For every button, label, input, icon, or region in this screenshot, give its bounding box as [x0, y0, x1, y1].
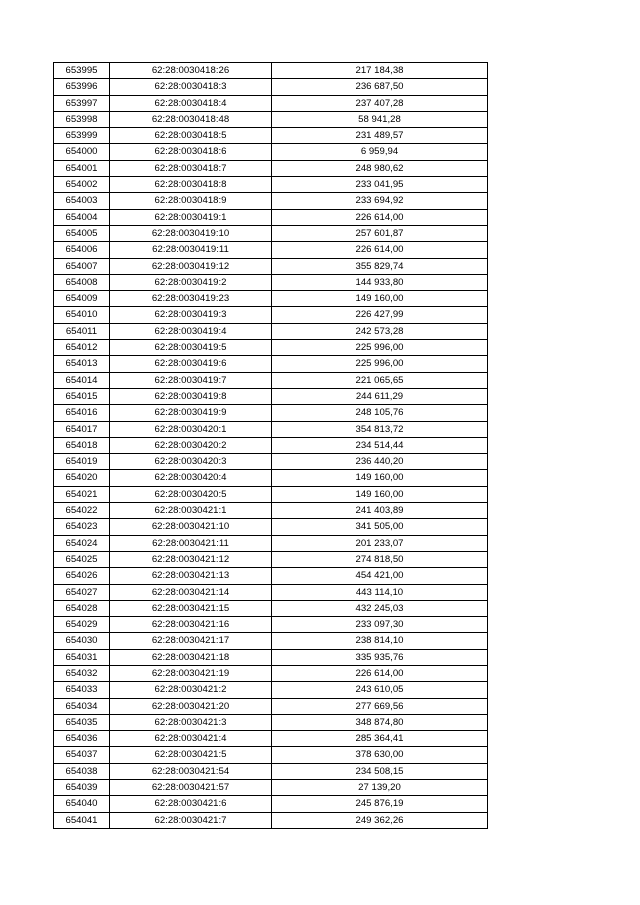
table-row — [54, 535, 488, 551]
value-cell: 6 959,94 — [272, 144, 488, 160]
cadastral-number-cell: 62:28:0030419:11 — [110, 242, 272, 258]
table-row — [54, 95, 488, 111]
table-row — [54, 682, 488, 698]
table-row — [54, 258, 488, 274]
value-cell: 234 514,44 — [272, 437, 488, 453]
value-cell: 225 996,00 — [272, 340, 488, 356]
value-cell: 149 160,00 — [272, 470, 488, 486]
value-cell: 149 160,00 — [272, 291, 488, 307]
table-row — [54, 209, 488, 225]
row-number-cell: 654039 — [54, 780, 110, 796]
table-row — [54, 584, 488, 600]
cadastral-number-cell: 62:28:0030418:9 — [110, 193, 272, 209]
value-cell: 274 818,50 — [272, 551, 488, 567]
cadastral-number-cell: 62:28:0030420:1 — [110, 421, 272, 437]
row-number-cell: 654000 — [54, 144, 110, 160]
cadastral-number-cell: 62:28:0030421:1 — [110, 503, 272, 519]
cadastral-number-cell: 62:28:0030421:12 — [110, 551, 272, 567]
row-number-cell: 654003 — [54, 193, 110, 209]
value-cell: 241 403,89 — [272, 503, 488, 519]
cadastral-number-cell: 62:28:0030418:48 — [110, 111, 272, 127]
value-cell: 226 614,00 — [272, 209, 488, 225]
row-number-cell: 653996 — [54, 79, 110, 95]
cadastral-number-cell: 62:28:0030418:8 — [110, 177, 272, 193]
table-row — [54, 812, 488, 828]
value-cell: 354 813,72 — [272, 421, 488, 437]
value-cell: 244 611,29 — [272, 388, 488, 404]
row-number-cell: 654021 — [54, 486, 110, 502]
value-cell: 27 139,20 — [272, 780, 488, 796]
table-row — [54, 503, 488, 519]
row-number-cell: 654009 — [54, 291, 110, 307]
table-row — [54, 274, 488, 290]
cadastral-number-cell: 62:28:0030420:4 — [110, 470, 272, 486]
cadastral-number-cell: 62:28:0030419:5 — [110, 340, 272, 356]
cadastral-number-cell: 62:28:0030419:1 — [110, 209, 272, 225]
cadastral-number-cell: 62:28:0030421:3 — [110, 714, 272, 730]
table-row — [54, 714, 488, 730]
row-number-cell: 654005 — [54, 225, 110, 241]
cadastral-number-cell: 62:28:0030419:8 — [110, 388, 272, 404]
table-row — [54, 111, 488, 127]
table-row — [54, 372, 488, 388]
value-cell: 243 610,05 — [272, 682, 488, 698]
row-number-cell: 654036 — [54, 731, 110, 747]
row-number-cell: 654027 — [54, 584, 110, 600]
value-cell: 242 573,28 — [272, 323, 488, 339]
cadastral-number-cell: 62:28:0030421:57 — [110, 780, 272, 796]
value-cell: 277 669,56 — [272, 698, 488, 714]
cadastral-number-cell: 62:28:0030419:3 — [110, 307, 272, 323]
row-number-cell: 654029 — [54, 617, 110, 633]
cadastral-number-cell: 62:28:0030419:6 — [110, 356, 272, 372]
cadastral-number-cell: 62:28:0030419:9 — [110, 405, 272, 421]
value-cell: 248 980,62 — [272, 160, 488, 176]
cadastral-number-cell: 62:28:0030421:18 — [110, 649, 272, 665]
cadastral-number-cell: 62:28:0030421:2 — [110, 682, 272, 698]
cadastral-number-cell: 62:28:0030420:3 — [110, 454, 272, 470]
value-cell: 285 364,41 — [272, 731, 488, 747]
cadastral-number-cell: 62:28:0030419:10 — [110, 225, 272, 241]
table-row — [54, 600, 488, 616]
cadastral-number-cell: 62:28:0030421:11 — [110, 535, 272, 551]
value-cell: 335 935,76 — [272, 649, 488, 665]
table-row — [54, 177, 488, 193]
table-row — [54, 307, 488, 323]
cadastral-number-cell: 62:28:0030421:54 — [110, 763, 272, 779]
row-number-cell: 654001 — [54, 160, 110, 176]
row-number-cell: 654020 — [54, 470, 110, 486]
table-row — [54, 617, 488, 633]
table-row — [54, 128, 488, 144]
value-cell: 237 407,28 — [272, 95, 488, 111]
value-cell: 201 233,07 — [272, 535, 488, 551]
value-cell: 249 362,26 — [272, 812, 488, 828]
table-row — [54, 225, 488, 241]
row-number-cell: 653997 — [54, 95, 110, 111]
row-number-cell: 654028 — [54, 600, 110, 616]
row-number-cell: 654026 — [54, 568, 110, 584]
value-cell: 58 941,28 — [272, 111, 488, 127]
cadastral-number-cell: 62:28:0030421:15 — [110, 600, 272, 616]
cadastral-number-cell: 62:28:0030421:13 — [110, 568, 272, 584]
cadastral-number-cell: 62:28:0030421:19 — [110, 665, 272, 681]
value-cell: 231 489,57 — [272, 128, 488, 144]
cadastral-number-cell: 62:28:0030418:5 — [110, 128, 272, 144]
row-number-cell: 654002 — [54, 177, 110, 193]
table-row — [54, 747, 488, 763]
row-number-cell: 654041 — [54, 812, 110, 828]
value-cell: 443 114,10 — [272, 584, 488, 600]
row-number-cell: 654024 — [54, 535, 110, 551]
table-row — [54, 731, 488, 747]
cadastral-number-cell: 62:28:0030421:7 — [110, 812, 272, 828]
value-cell: 233 097,30 — [272, 617, 488, 633]
cadastral-number-cell: 62:28:0030421:4 — [110, 731, 272, 747]
row-number-cell: 654022 — [54, 503, 110, 519]
table-row — [54, 486, 488, 502]
value-cell: 378 630,00 — [272, 747, 488, 763]
table-row — [54, 144, 488, 160]
cadastral-number-cell: 62:28:0030419:4 — [110, 323, 272, 339]
value-cell: 226 427,99 — [272, 307, 488, 323]
row-number-cell: 653998 — [54, 111, 110, 127]
cadastral-number-cell: 62:28:0030421:17 — [110, 633, 272, 649]
cadastral-number-cell: 62:28:0030418:6 — [110, 144, 272, 160]
table-row — [54, 421, 488, 437]
row-number-cell: 654017 — [54, 421, 110, 437]
value-cell: 236 687,50 — [272, 79, 488, 95]
cadastral-number-cell: 62:28:0030421:5 — [110, 747, 272, 763]
value-cell: 226 614,00 — [272, 665, 488, 681]
row-number-cell: 654030 — [54, 633, 110, 649]
value-cell: 245 876,19 — [272, 796, 488, 812]
table-body — [54, 63, 488, 829]
value-cell: 355 829,74 — [272, 258, 488, 274]
cadastral-number-cell: 62:28:0030419:2 — [110, 274, 272, 290]
row-number-cell: 654014 — [54, 372, 110, 388]
row-number-cell: 654025 — [54, 551, 110, 567]
table-row — [54, 665, 488, 681]
cadastral-number-cell: 62:28:0030418:26 — [110, 63, 272, 79]
table-row — [54, 437, 488, 453]
table-row — [54, 242, 488, 258]
table-row — [54, 63, 488, 79]
row-number-cell: 654034 — [54, 698, 110, 714]
row-number-cell: 654038 — [54, 763, 110, 779]
table-row — [54, 568, 488, 584]
table-row — [54, 340, 488, 356]
value-cell: 234 508,15 — [272, 763, 488, 779]
cadastral-number-cell: 62:28:0030421:20 — [110, 698, 272, 714]
row-number-cell: 654037 — [54, 747, 110, 763]
cadastral-number-cell: 62:28:0030421:6 — [110, 796, 272, 812]
value-cell: 226 614,00 — [272, 242, 488, 258]
row-number-cell: 654040 — [54, 796, 110, 812]
table-row — [54, 649, 488, 665]
table-row — [54, 323, 488, 339]
value-cell: 225 996,00 — [272, 356, 488, 372]
cadastral-number-cell: 62:28:0030419:23 — [110, 291, 272, 307]
table-row — [54, 193, 488, 209]
table-row — [54, 405, 488, 421]
value-cell: 233 041,95 — [272, 177, 488, 193]
row-number-cell: 654031 — [54, 649, 110, 665]
row-number-cell: 653999 — [54, 128, 110, 144]
cadastral-number-cell: 62:28:0030419:12 — [110, 258, 272, 274]
table-row — [54, 796, 488, 812]
cadastral-number-cell: 62:28:0030419:7 — [110, 372, 272, 388]
table-row — [54, 470, 488, 486]
table-row — [54, 633, 488, 649]
value-cell: 238 814,10 — [272, 633, 488, 649]
cadastral-number-cell: 62:28:0030421:16 — [110, 617, 272, 633]
cadastral-number-cell: 62:28:0030420:5 — [110, 486, 272, 502]
value-cell: 454 421,00 — [272, 568, 488, 584]
value-cell: 221 065,65 — [272, 372, 488, 388]
cadastral-number-cell: 62:28:0030420:2 — [110, 437, 272, 453]
row-number-cell: 654011 — [54, 323, 110, 339]
table-row — [54, 780, 488, 796]
value-cell: 149 160,00 — [272, 486, 488, 502]
row-number-cell: 654033 — [54, 682, 110, 698]
table-row — [54, 356, 488, 372]
table-row — [54, 160, 488, 176]
value-cell: 348 874,80 — [272, 714, 488, 730]
value-cell: 248 105,76 — [272, 405, 488, 421]
table-row — [54, 79, 488, 95]
table-row — [54, 454, 488, 470]
value-cell: 236 440,20 — [272, 454, 488, 470]
row-number-cell: 654015 — [54, 388, 110, 404]
table-row — [54, 519, 488, 535]
table-row — [54, 698, 488, 714]
row-number-cell: 653995 — [54, 63, 110, 79]
table-row — [54, 763, 488, 779]
row-number-cell: 654006 — [54, 242, 110, 258]
row-number-cell: 654018 — [54, 437, 110, 453]
cadastral-number-cell: 62:28:0030418:4 — [110, 95, 272, 111]
data-table — [53, 62, 488, 829]
cadastral-number-cell: 62:28:0030421:10 — [110, 519, 272, 535]
row-number-cell: 654012 — [54, 340, 110, 356]
row-number-cell: 654035 — [54, 714, 110, 730]
value-cell: 233 694,92 — [272, 193, 488, 209]
cadastral-number-cell: 62:28:0030421:14 — [110, 584, 272, 600]
value-cell: 217 184,38 — [272, 63, 488, 79]
row-number-cell: 654004 — [54, 209, 110, 225]
row-number-cell: 654032 — [54, 665, 110, 681]
value-cell: 341 505,00 — [272, 519, 488, 535]
table-row — [54, 388, 488, 404]
table-row — [54, 551, 488, 567]
table-row — [54, 291, 488, 307]
row-number-cell: 654019 — [54, 454, 110, 470]
value-cell: 432 245,03 — [272, 600, 488, 616]
row-number-cell: 654010 — [54, 307, 110, 323]
row-number-cell: 654013 — [54, 356, 110, 372]
row-number-cell: 654008 — [54, 274, 110, 290]
cadastral-number-cell: 62:28:0030418:3 — [110, 79, 272, 95]
row-number-cell: 654016 — [54, 405, 110, 421]
cadastral-number-cell: 62:28:0030418:7 — [110, 160, 272, 176]
row-number-cell: 654023 — [54, 519, 110, 535]
value-cell: 257 601,87 — [272, 225, 488, 241]
row-number-cell: 654007 — [54, 258, 110, 274]
value-cell: 144 933,80 — [272, 274, 488, 290]
